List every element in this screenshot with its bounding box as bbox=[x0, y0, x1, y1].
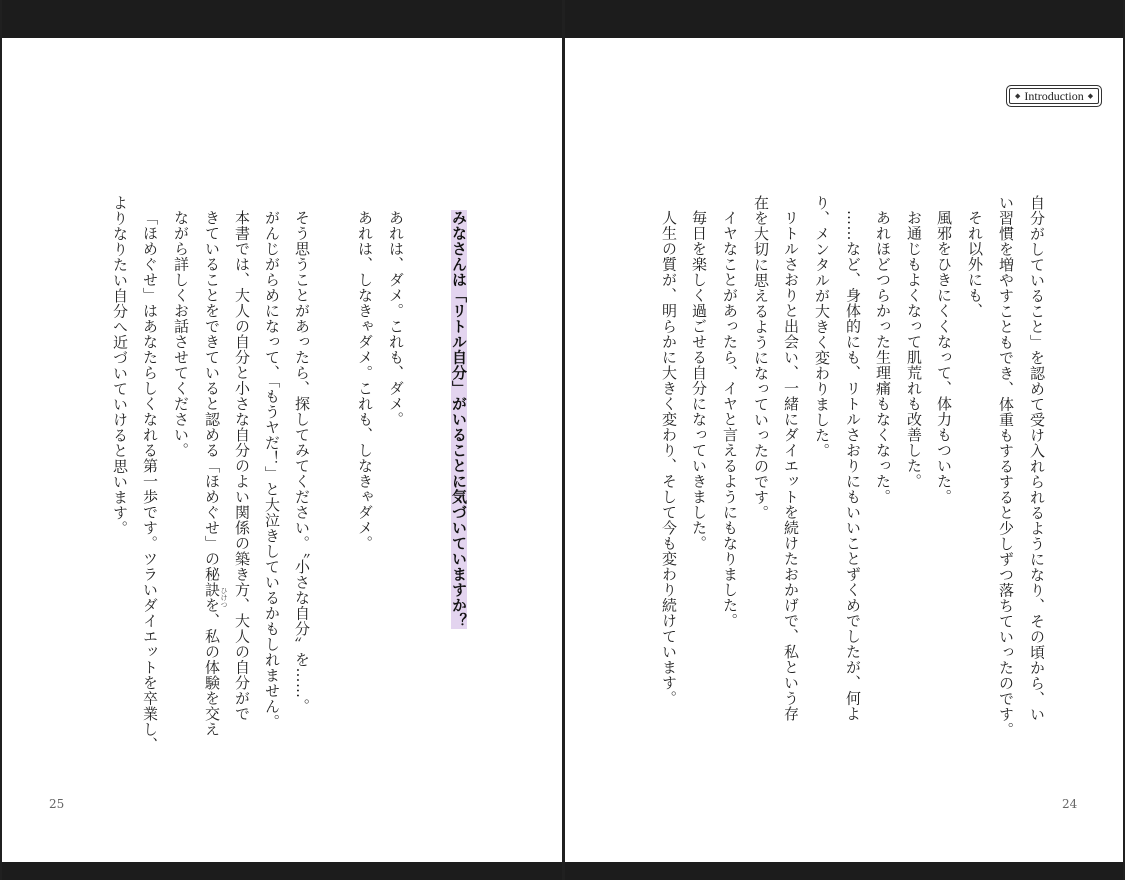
bottom-bar bbox=[565, 862, 1123, 880]
body-line: お通じもよくなって肌荒れも改善した。 bbox=[905, 210, 923, 489]
top-bar bbox=[2, 0, 562, 38]
body-line: リトルさおりと出会い、一緒にダイエットを続けたおかげで、私という存 bbox=[782, 210, 800, 722]
bottom-bar bbox=[2, 862, 562, 880]
body-line: きていることをできていると認める「ほめぐせ」の秘訣を、私の体験を交え bbox=[203, 210, 221, 737]
page-number: 25 bbox=[49, 797, 65, 811]
section-heading: みなさんは「リトル自分」がいることに気づいていますか？ bbox=[450, 210, 468, 629]
body-line: 在を大切に思えるようになっていったのです。 bbox=[752, 195, 770, 521]
furigana: ひけつ bbox=[220, 587, 228, 608]
body-line: 自分がしていること」を認めて受け入れられるようになり、その頃から、い bbox=[1028, 195, 1046, 722]
body-line: あれほどつらかった生理痛もなくなった。 bbox=[874, 210, 892, 505]
body-line: よりなりたい自分へ近づいていけると思います。 bbox=[111, 195, 129, 536]
body-line: 本書では、大人の自分と小さな自分のよい関係の築き方、大人の自分がで bbox=[233, 210, 251, 722]
top-bar bbox=[565, 0, 1123, 38]
body-line: り、メンタルが大きく変わりました。 bbox=[813, 195, 831, 459]
body-line: 「ほめぐせ」はあなたらしくなれる第一歩です。ツラいダイエットを卒業し、 bbox=[141, 210, 159, 753]
diamond-icon: ◆ bbox=[1087, 92, 1094, 100]
right-page bbox=[565, 0, 1123, 880]
body-line: ながら詳しくお話させてください。 bbox=[172, 210, 190, 458]
body-line: イヤなことがあったら、イヤと言えるようにもなりました。 bbox=[721, 210, 739, 629]
body-line: 人生の質が、明らかに大きく変わり、そして今も変わり続けています。 bbox=[660, 210, 678, 706]
body-line: い習慣を増やすこともでき、体重もするすると少しずつ落ちていったのです。 bbox=[997, 195, 1015, 738]
body-line: がんじがらめになって、「もうヤだ！」と大泣きしているかもしれません。 bbox=[263, 210, 281, 730]
body-line: 風邪をひきにくくなって、体力もついた。 bbox=[935, 210, 953, 505]
diamond-icon: ◆ bbox=[1015, 92, 1021, 100]
body-line: それ以外にも、 bbox=[966, 210, 984, 319]
introduction-badge bbox=[1006, 85, 1102, 107]
body-line: あれは、しなきゃダメ。これも、しなきゃダメ。 bbox=[356, 210, 374, 551]
page-number: 24 bbox=[1062, 797, 1078, 811]
body-line: 毎日を楽しく過ごせる自分になっていきました。 bbox=[690, 210, 708, 551]
badge-label: Introduction bbox=[1024, 88, 1084, 103]
body-line: あれは、ダメ。これも、ダメ。 bbox=[387, 210, 405, 427]
left-page bbox=[2, 0, 562, 880]
body-line: ……など、身体的にも、リトルさおりにもいいことずくめでしたが、何よ bbox=[844, 210, 862, 722]
body-line: そう思うことがあったら、探してみてください。〝小さな自分〟を……。 bbox=[293, 210, 311, 714]
